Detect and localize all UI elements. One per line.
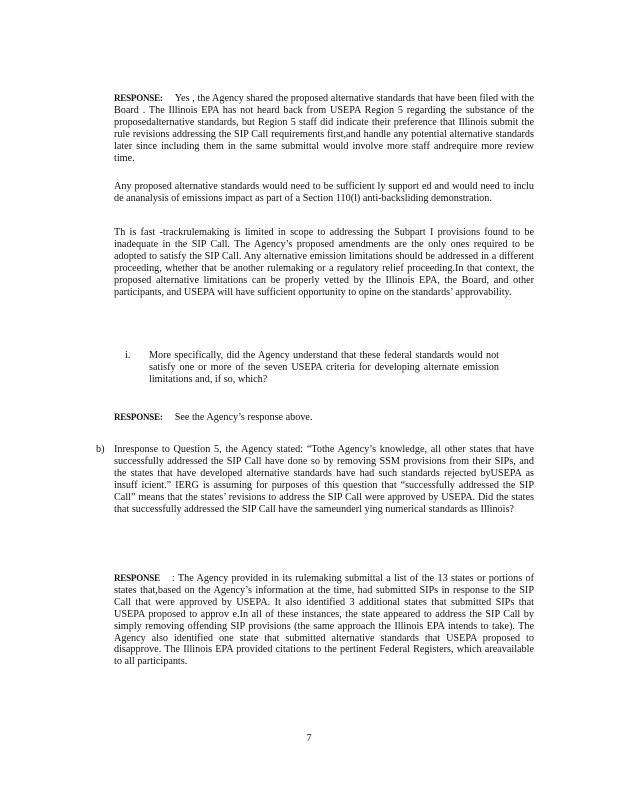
page-number: 7	[306, 733, 312, 744]
paragraph-2-text: Any proposed alternative standards would need to be sufficient ly support ed and would need to inclu de ananalysis of emissions impact as part of a Section 110(l) anti-backsliding demonstration.	[114, 181, 534, 204]
question-b-text: Inresponse to Question 5, the Agency stated: “Tothe Agency’s knowledge, all other states that have successfully addressed the SIP Call have done so by removing SSM provisions from their SIPs, and the states that have developed alternative standards have had such standards rejected byUSEPA as insuff icient.” IERG is assuming for purposes of this question that “successfully addressed the SIP Call” means that the states’ revisions to address the SIP Call were approved by USEPA. Did the states that successfully addressed the SIP Call have the sameunderl ying numerical standards as Illinois?	[114, 444, 534, 515]
response-label: RESPONSE:	[114, 93, 163, 103]
sub-question-i-marker: i.	[125, 350, 131, 361]
response-1-text: Yes , the Agency shared the proposed alternative standards that have been filed with the Board . The Illinois EPA has not heard back from USEPA Region 5 regarding the substance of the proposedalternative standards, but Region 5 staff did indicate their preference that Illinois submit the rule revisions addressing the SIP Call requirements first,and handle any potential alternative standards later since including them in the same submittal would involve more staff andrequire more review time.	[114, 93, 534, 164]
sub-question-i	[149, 350, 499, 386]
response-paragraph-2	[114, 412, 534, 424]
question-b-marker: b)	[96, 444, 105, 455]
response-label: RESPONSE	[114, 573, 160, 583]
paragraph-3-text: Th is fast -trackrulemaking is limited in scope to addressing the Subpart I provisions found to be inadequate in the SIP Call. The Agency’s proposed amendments are the only ones required to be adopted to satisfy the SIP Call. Any alternative emission limitations should be addressed in a different proceeding, whether that be another rulemaking or a regulatory relief proceeding.In that context, the proposed alternative limitations can be properly vetted by the Illinois EPA, the Board, and other participants, and USEPA will have sufficient opportunity to opine on the standards’ approvability.	[114, 227, 534, 298]
response-2-text: See the Agency’s response above.	[174, 412, 313, 423]
question-b	[114, 444, 534, 515]
response-label: RESPONSE:	[114, 412, 163, 422]
sub-question-i-text: More specifically, did the Agency understand that these federal standards would not satisfy one or more of the seven USEPA criteria for developing alternate emission limitations and, if so, which?	[149, 350, 499, 385]
paragraph-fast-track	[114, 227, 534, 298]
paragraph-anti-backsliding	[114, 181, 534, 205]
response-paragraph-1	[114, 93, 534, 164]
response-3-text: : The Agency provided in its rulemaking submittal a list of the 13 states or portions of states that,based on the Agency’s information at the time, had submitted SIPs in response to the SIP Call that were approved by USEPA. It also identified 3 additional states that submitted SIPs that USEPA proposed to approv e.In all of these instances, the state appeared to address the SIP Call by simply removing offending SIP provisions (the same approach the Illinois EPA intends to take). The Agency also identified one state that submitted alternative standards that USEPA proposed to disapprove. The Illinois EPA provided citations to the pertinent Federal Registers, which areavailable to all participants.	[114, 573, 534, 668]
response-paragraph-3	[114, 573, 534, 668]
